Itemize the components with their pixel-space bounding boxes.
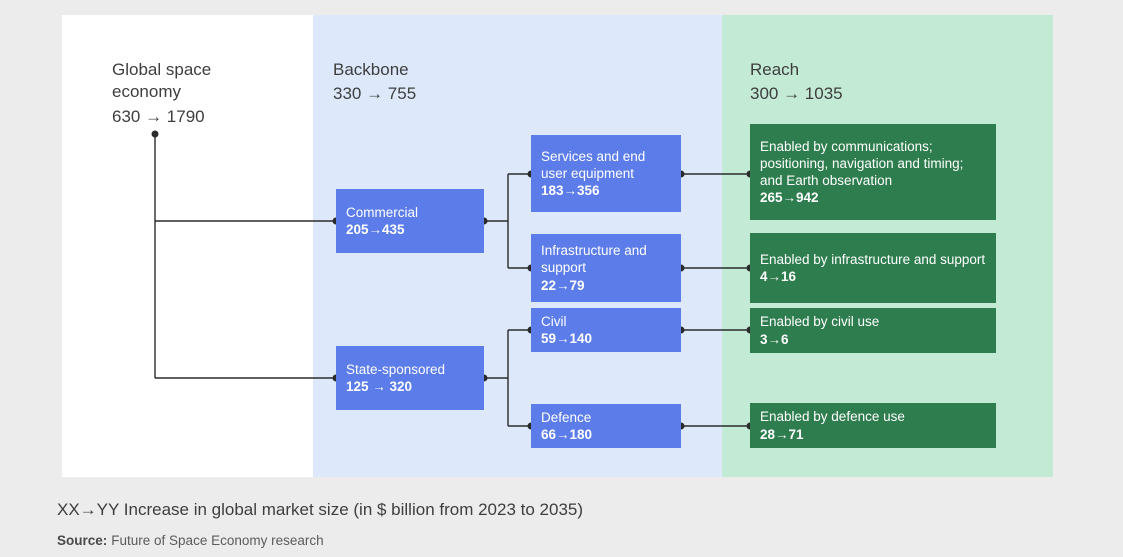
node-services-value: 183→356: [541, 183, 600, 199]
node-reach-infrastructure-label: Enabled by infrastructure and support: [760, 251, 986, 267]
node-services-label: Services and end user equipment: [541, 148, 646, 181]
node-state-sponsored-label: State-sponsored: [346, 361, 446, 377]
node-defence-value: 66→180: [541, 427, 593, 442]
node-reach-communications: [750, 124, 996, 220]
node-reach-infrastructure: [750, 233, 996, 303]
column-range-backbone: 330 → 755: [333, 84, 417, 104]
source-line: [57, 533, 324, 548]
node-reach-defence: [750, 403, 996, 448]
node-commercial-value: 205→435: [346, 222, 405, 237]
node-infrastructure-support: [531, 234, 681, 302]
column-header-backbone: [333, 59, 553, 106]
column-range-economy: 630 → 1790: [112, 106, 205, 126]
node-reach-communications-label: Enabled by communications; positioning, navigation and timing; and Earth observation: [760, 138, 964, 188]
node-state-sponsored-value: 125 → 320: [346, 379, 413, 394]
node-civil-value: 59→140: [541, 331, 593, 346]
source-text: Future of Space Economy research: [111, 533, 324, 548]
node-state-sponsored: [336, 346, 484, 410]
node-commercial-label: Commercial: [346, 204, 419, 220]
legend-footnote: XX→YY Increase in global market size (in $ billion from 2023 to 2035): [57, 500, 584, 519]
node-defence: [531, 404, 681, 448]
node-reach-defence-label: Enabled by defence use: [760, 409, 905, 425]
node-infrastructure-value: 22→79: [541, 277, 585, 293]
column-title-reach: Reach: [750, 60, 800, 79]
node-defence-label: Defence: [541, 409, 592, 425]
column-title-backbone: Backbone: [333, 60, 409, 79]
node-services-end-user-equipment: [531, 135, 681, 212]
column-range-reach: 300 → 1035: [750, 84, 843, 104]
node-reach-communications-value: 265→942: [760, 190, 819, 206]
node-reach-civil-value: 3→6: [760, 331, 789, 347]
node-infrastructure-label: Infrastructure and support: [541, 243, 647, 276]
node-civil-label: Civil: [541, 313, 567, 329]
node-reach-civil: [750, 308, 996, 353]
column-header-economy: [112, 59, 252, 128]
node-civil: [531, 308, 681, 352]
node-reach-infrastructure-value: 4→16: [760, 269, 797, 284]
node-reach-defence-value: 28→71: [760, 426, 804, 442]
column-title-economy: Global space economy: [112, 60, 212, 102]
node-commercial: [336, 189, 484, 253]
source-label: Source:: [57, 533, 108, 548]
node-reach-civil-label: Enabled by civil use: [760, 314, 880, 330]
column-header-reach: [750, 59, 970, 106]
